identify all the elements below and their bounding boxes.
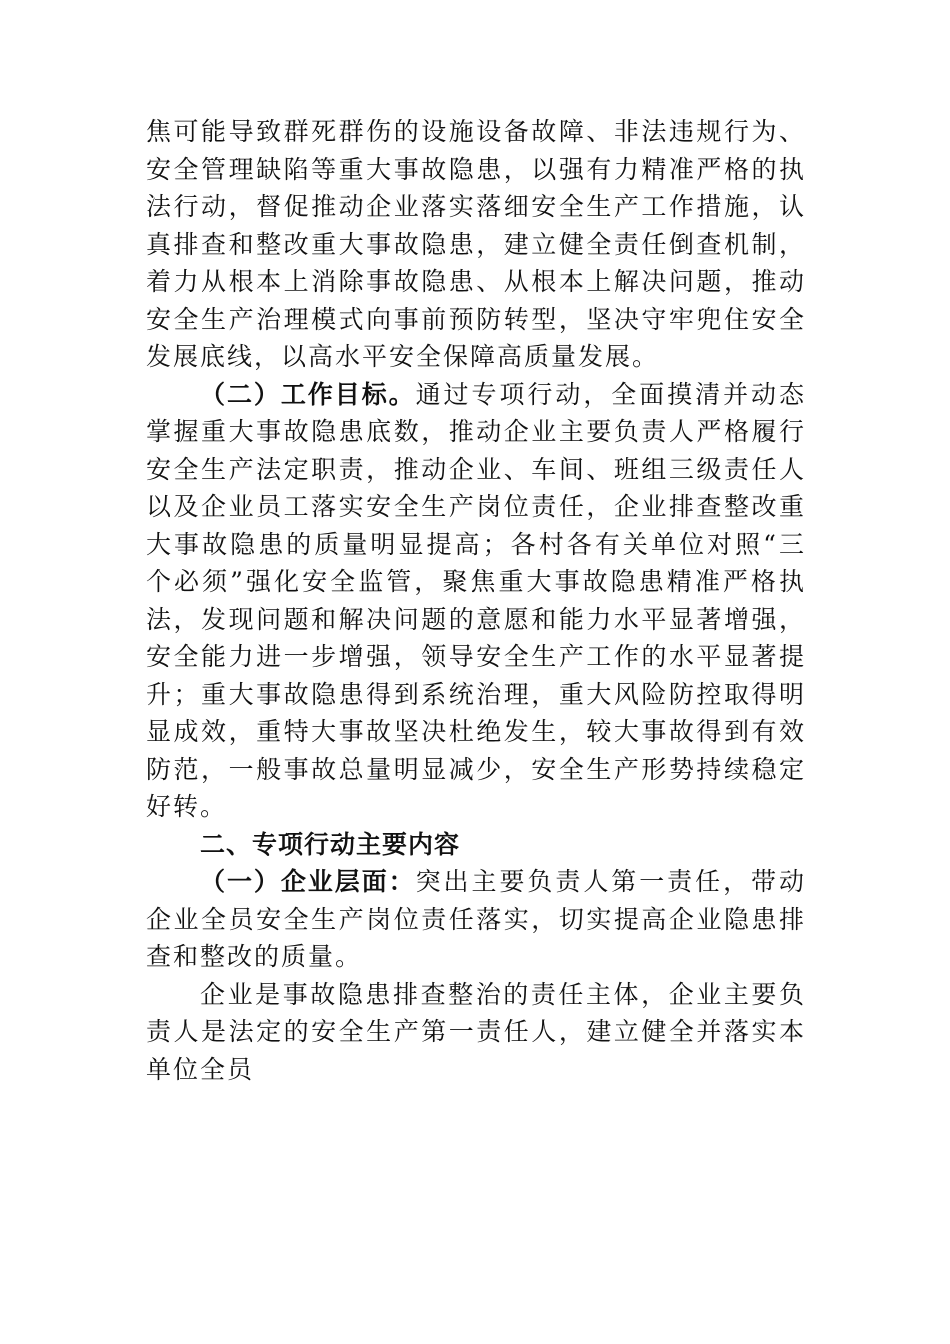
paragraph-enterprise-level (146, 863, 806, 976)
paragraph-enterprise-level-body: 突出主要负责人第一责任，带动企业全员安全生产岗位责任落实，切实提高企业隐患排查和整改的质量。 (146, 867, 806, 971)
paragraph-enterprise-responsibility: 企业是事故隐患排查整治的责任主体，企业主要负责人是法定的安全生产第一责任人，建立健全并落实本单位全员 (146, 979, 806, 1084)
section-label-enterprise-level: （一）企业层面： (200, 867, 416, 896)
paragraph-work-goals (146, 376, 806, 826)
section-label-work-goals: （二）工作目标。 (200, 379, 416, 409)
document-page (146, 113, 806, 1088)
paragraph-work-goals-body: 通过专项行动，全面摸清并动态掌握重大事故隐患底数，推动企业主要负责人严格履行安全生产法定职责，推动企业、车间、班组三级责任人以及企业员工落实安全生产岗位责任，企业排查整改重大事故隐患的质量明显提高；各村各有关单位对照“三个必须”强化安全监管，聚焦重大事故隐患精准严格执法，发现问题和解决问题的意愿和能力水平显著增强，安全能力进一步增强，领导安全生产工作的水平显著提升；重大事故隐患得到系统治理，重大风险防控取得明显成效，重特大事故坚决杜绝发生，较大事故得到有效防范，一般事故总量明显减少，安全生产形势持续稳定好转。 (146, 379, 806, 821)
paragraph-guiding-idea-continued: 焦可能导致群死群伤的设施设备故障、非法违规行为、安全管理缺陷等重大事故隐患，以强有力精准严格的执法行动，督促推动企业落实落细安全生产工作措施，认真排查和整改重大事故隐患，建立健全责任倒查机制，着力从根本上消除事故隐患、从根本上解决问题，推动安全生产治理模式向事前预防转型，坚决守牢兜住安全发展底线，以高水平安全保障高质量发展。 (146, 117, 806, 371)
section-heading-main-content: 二、专项行动主要内容 (200, 829, 461, 859)
